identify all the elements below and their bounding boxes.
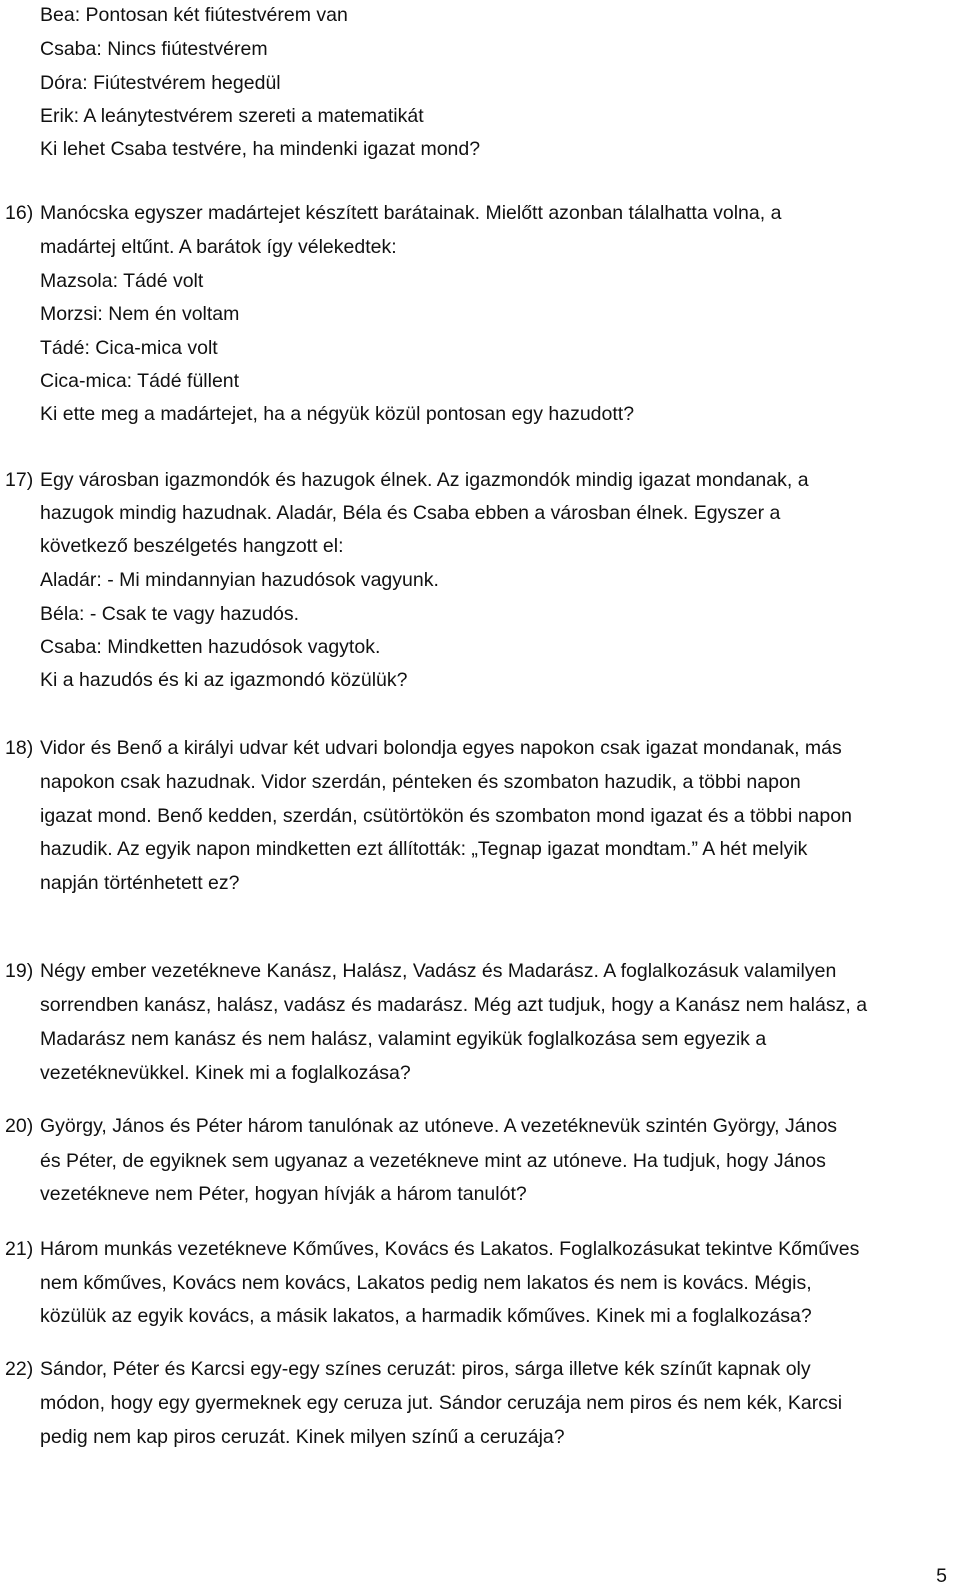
question-line: Cica-mica: Tádé füllent	[40, 370, 240, 392]
question-line: Madarász nem kanász és nem halász, valamint egyikük foglalkozása sem egyezik a	[40, 1028, 767, 1050]
question-line: Egy városban igazmondók és hazugok élnek. Az igazmondók mindig igazat mondanak, a	[40, 469, 809, 491]
question-line: igazat mond. Benő kedden, szerdán, csütörtökön és szombaton mond igazat és a többi napon	[40, 805, 852, 827]
question-line: nem kőműves, Kovács nem kovács, Lakatos pedig nem lakatos és nem is kovács. Mégis,	[40, 1272, 812, 1294]
question-line: hazudik. Az egyik napon mindketten ezt állították: „Tegnap igazat mondtam.” A hét melyik	[40, 838, 808, 860]
question-number: 22)	[5, 1358, 34, 1380]
question-line: hazugok mindig hazudnak. Aladár, Béla és Csaba ebben a városban élnek. Egyszer a	[40, 502, 781, 524]
question-line: Ki a hazudós és ki az igazmondó közülük?	[40, 669, 408, 691]
question-line: madártej eltűnt. A barátok így vélekedtek:	[40, 236, 397, 258]
intro-line: Ki lehet Csaba testvére, ha mindenki igazat mond?	[40, 138, 481, 160]
question-line: sorrendben kanász, halász, vadász és madarász. Még azt tudjuk, hogy a Kanász nem halász, a	[40, 994, 868, 1016]
question-line: Tádé: Cica-mica volt	[40, 337, 218, 359]
intro-line: Erik: A leánytestvérem szereti a matematikát	[40, 105, 424, 127]
question-number: 20)	[5, 1115, 34, 1137]
question-line: vezetékneve nem Péter, hogyan hívják a három tanulót?	[40, 1183, 527, 1205]
page-number: 5	[936, 1565, 947, 1587]
intro-line: Bea: Pontosan két fiútestvérem van	[40, 4, 348, 26]
question-line: Sándor, Péter és Karcsi egy-egy színes ceruzát: piros, sárga illetve kék színűt kapnak oly	[40, 1358, 811, 1380]
question-number: 16)	[5, 202, 34, 224]
question-number: 21)	[5, 1238, 34, 1260]
intro-line: Csaba: Nincs fiútestvérem	[40, 38, 268, 60]
question-line: módon, hogy egy gyermeknek egy ceruza jut. Sándor ceruzája nem piros és nem kék, Karcsi	[40, 1392, 843, 1414]
question-line: és Péter, de egyiknek sem ugyanaz a vezetékneve mint az utóneve. Ha tudjuk, hogy János	[40, 1150, 826, 1172]
question-line: Mazsola: Tádé volt	[40, 270, 204, 292]
question-line: vezetéknevükkel. Kinek mi a foglalkozása?	[40, 1062, 411, 1084]
question-number: 18)	[5, 737, 34, 759]
question-line: következő beszélgetés hangzott el:	[40, 535, 344, 557]
question-line: Béla: - Csak te vagy hazudós.	[40, 603, 300, 625]
question-line: Morzsi: Nem én voltam	[40, 303, 240, 325]
question-number: 19)	[5, 960, 34, 982]
question-line: Vidor és Benő a királyi udvar két udvari bolondja egyes napokon csak igazat mondanak, más	[40, 737, 842, 759]
question-number: 17)	[5, 469, 34, 491]
question-line: pedig nem kap piros ceruzát. Kinek milyen színű a ceruzája?	[40, 1426, 565, 1448]
intro-line: Dóra: Fiútestvérem hegedül	[40, 72, 281, 94]
question-line: György, János és Péter három tanulónak az utóneve. A vezetéknevük szintén György, János	[40, 1115, 838, 1137]
question-line: Három munkás vezetékneve Kőműves, Kovács és Lakatos. Foglalkozásukat tekintve Kőműves	[40, 1238, 860, 1260]
question-line: Négy ember vezetékneve Kanász, Halász, Vadász és Madarász. A foglalkozásuk valamilyen	[40, 960, 837, 982]
question-line: Csaba: Mindketten hazudósok vagytok.	[40, 636, 381, 658]
question-line: napokon csak hazudnak. Vidor szerdán, pénteken és szombaton hazudik, a többi napon	[40, 771, 801, 793]
question-line: Ki ette meg a madártejet, ha a négyük közül pontosan egy hazudott?	[40, 403, 635, 425]
question-line: Manócska egyszer madártejet készített barátainak. Mielőtt azonban tálalhatta volna, a	[40, 202, 782, 224]
question-line: Aladár: - Mi mindannyian hazudósok vagyunk.	[40, 569, 439, 591]
question-line: napján történhetett ez?	[40, 872, 240, 894]
question-line: közülük az egyik kovács, a másik lakatos, a harmadik kőműves. Kinek mi a foglalkozása?	[40, 1305, 812, 1327]
